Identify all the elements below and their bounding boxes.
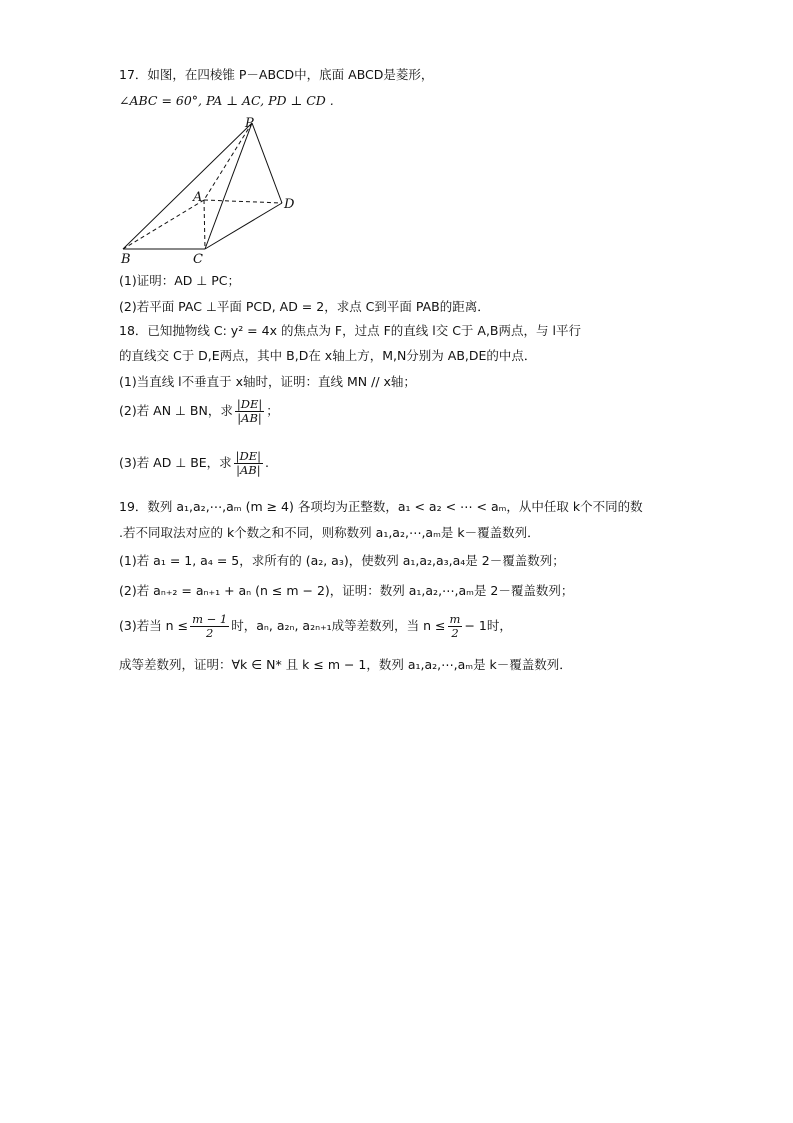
p18-q3-denominator: |AB| xyxy=(236,463,261,477)
p18-q3-prefix: (3)若 AD ⊥ BE，求 xyxy=(119,455,232,470)
label-D: D xyxy=(284,197,295,212)
edge-PB xyxy=(123,123,252,249)
edge-AC xyxy=(204,200,205,249)
edge-PC xyxy=(205,123,252,249)
label-B: B xyxy=(121,252,131,267)
pyramid-figure xyxy=(115,112,315,268)
p19-q3-frac1-denominator: 2 xyxy=(205,626,214,640)
p18-q2-denominator: |AB| xyxy=(237,411,262,425)
p19-question3 xyxy=(119,613,512,640)
p18-stem-line2: 的直线交 C于 D,E两点，其中 B,D在 x轴上方，M,N分别为 AB,DE的中点． xyxy=(119,348,537,363)
p18-q2-prefix: (2)若 AN ⊥ BN，求 xyxy=(119,403,233,418)
p18-stem-line1: 18．已知抛物线 C: y² = 4x 的焦点为 F，过点 F的直线 l交 C于 A,B两点，与 l平行 xyxy=(119,323,581,338)
p19-q3-part-a: (3)若当 n ≤ xyxy=(119,618,189,633)
p18-q3-suffix: . xyxy=(265,455,270,470)
p19-q3-fraction2 xyxy=(448,613,463,640)
edge-CD xyxy=(205,203,282,249)
p18-question2 xyxy=(119,398,279,425)
p19-q3-part-b: 时，aₙ, a₂ₙ, a₂ₙ₊₁成等差数列，当 n ≤ xyxy=(231,618,446,633)
p19-q3-fraction1 xyxy=(190,613,229,640)
p17-question1: (1)证明：AD ⊥ PC； xyxy=(119,273,240,288)
p18-question3 xyxy=(119,450,269,477)
p17-stem-line2: ∠ABC = 60°, PA ⊥ AC, PD ⊥ CD . xyxy=(119,93,334,108)
p19-question1: (1)若 a₁ = 1, a₄ = 5，求所有的 (a₂, a₃)，使数列 a₁,a₂,a₃,a₄是 2－覆盖数列； xyxy=(119,553,565,568)
p18-q3-fraction xyxy=(234,450,263,477)
p18-question1: (1)当直线 l不垂直于 x轴时，证明：直线 MN // x轴； xyxy=(119,374,416,389)
label-P: P xyxy=(245,116,254,131)
p18-q3-numerator: |DE| xyxy=(235,449,262,463)
p19-q3-part-c: − 1时， xyxy=(464,618,512,633)
edge-AB xyxy=(123,200,204,249)
p19-stem-line2: .若不同取法对应的 k个数之和不同，则称数列 a₁,a₂,⋯,aₘ是 k－覆盖数列． xyxy=(119,525,540,540)
label-A: A xyxy=(193,190,203,205)
label-C: C xyxy=(193,252,203,267)
edge-AD xyxy=(204,200,282,203)
edge-PD xyxy=(252,123,282,203)
p19-q3-frac1-numerator: m − 1 xyxy=(192,612,228,626)
p19-question3-line2: 成等差数列，证明：∀k ∈ N* 且 k ≤ m − 1，数列 a₁,a₂,⋯,aₘ是 k－覆盖数列． xyxy=(119,657,572,672)
p18-q2-suffix: ； xyxy=(266,403,279,418)
p19-q3-frac2-denominator: 2 xyxy=(451,626,459,640)
p19-question2: (2)若 aₙ₊₂ = aₙ₊₁ + aₙ (n ≤ m − 2)，证明：数列 a₁,a₂,⋯,aₘ是 2－覆盖数列； xyxy=(119,583,574,598)
p19-q3-frac2-numerator: m xyxy=(449,612,461,626)
p17-question2: (2)若平面 PAC ⊥平面 PCD, AD = 2，求点 C到平面 PAB的距离． xyxy=(119,299,490,314)
p19-stem-line1: 19．数列 a₁,a₂,⋯,aₘ (m ≥ 4) 各项均为正整数，a₁ < a₂ < ⋯ < aₘ，从中任取 k个不同的数 xyxy=(119,499,643,514)
p18-q2-fraction xyxy=(235,398,264,425)
p18-q2-numerator: |DE| xyxy=(236,397,263,411)
p17-stem-line1: 17．如图，在四棱锥 P－ABCD中，底面 ABCD是菱形， xyxy=(119,67,434,82)
